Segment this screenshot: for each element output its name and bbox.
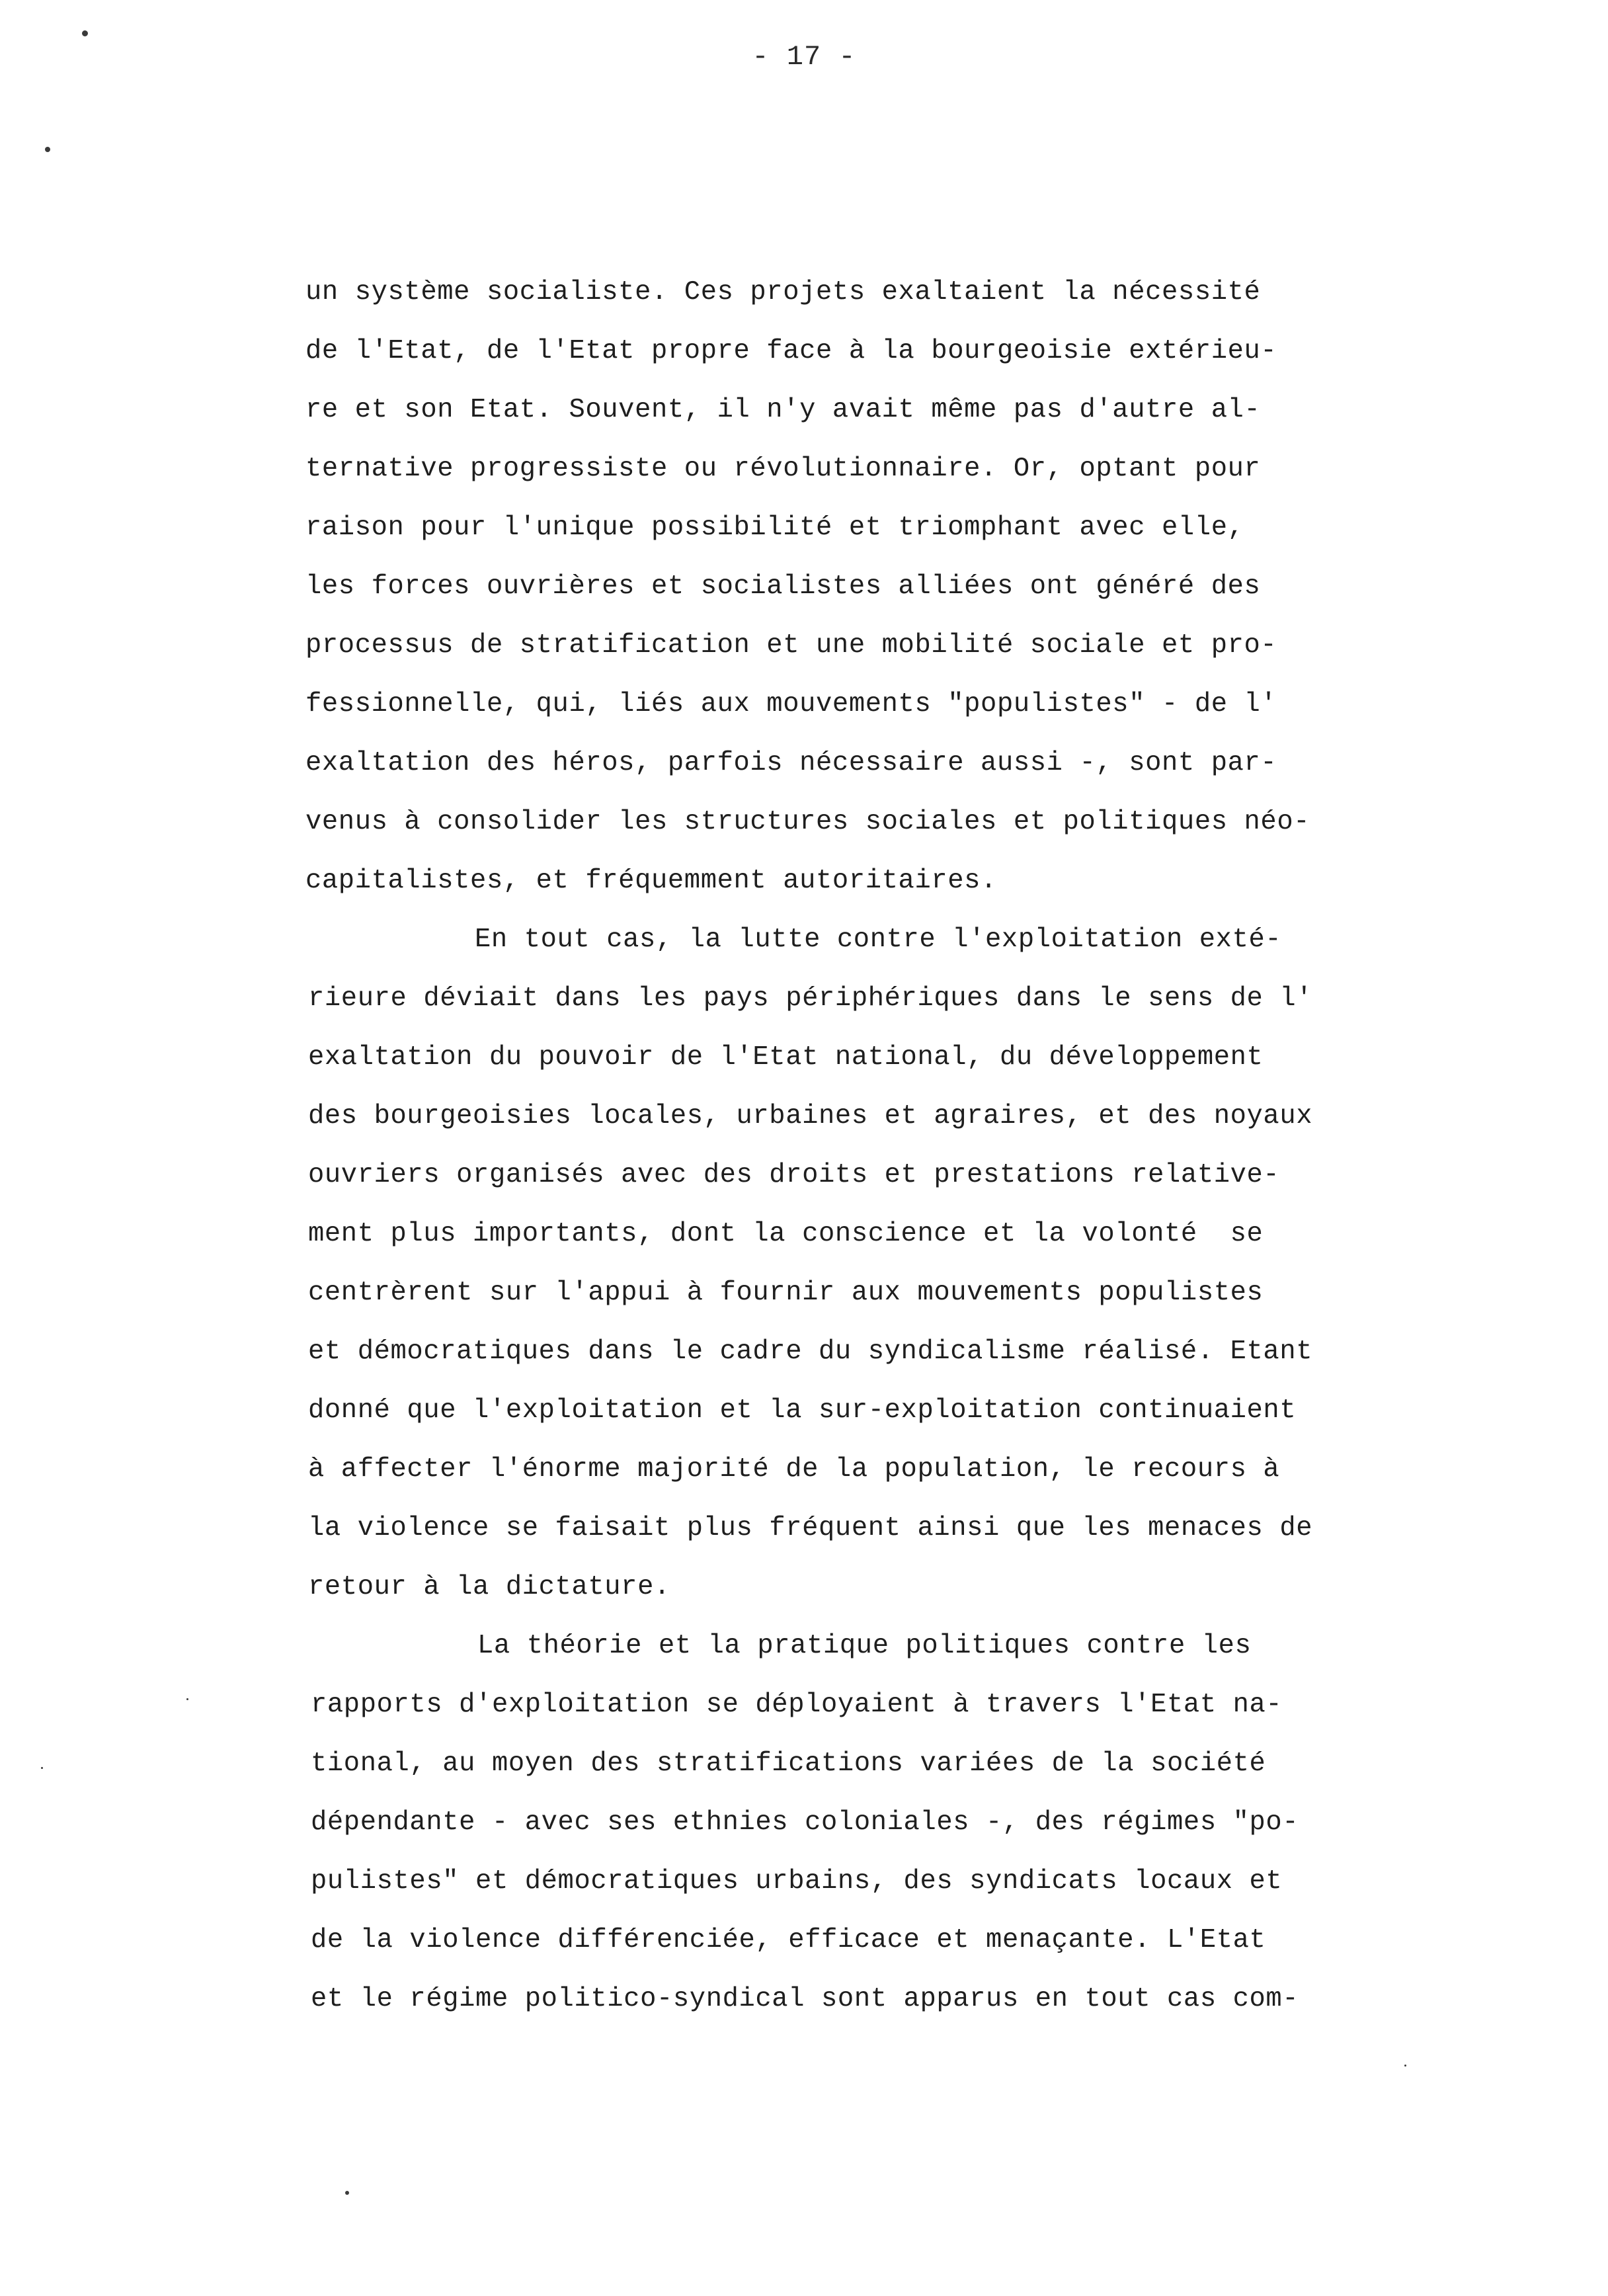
text-line: re et son Etat. Souvent, il n'y avait même pas d'autre al- [305, 395, 1261, 425]
text-line: de la violence différenciée, efficace et menaçante. L'Etat [311, 1925, 1266, 1955]
text-line: pulistes" et démocratiques urbains, des syndicats locaux et [311, 1866, 1283, 1897]
text-line: et le régime politico-syndical sont apparus en tout cas com- [311, 1984, 1299, 2014]
text-line: dépendante - avec ses ethnies coloniales -, des régimes "po- [311, 1807, 1299, 1838]
text-line: centrèrent sur l'appui à fournir aux mouvements populistes [308, 1278, 1264, 1308]
page-number: - 17 - [752, 41, 856, 73]
text-line: exaltation des héros, parfois nécessaire aussi -, sont par- [305, 748, 1277, 778]
text-line: donné que l'exploitation et la sur-exploitation continuaient [308, 1395, 1297, 1426]
text-line: fessionnelle, qui, liés aux mouvements "populistes" - de l' [305, 689, 1277, 719]
text-line: et démocratiques dans le cadre du syndicalisme réalisé. Etant [308, 1336, 1313, 1367]
text-line: rieure déviait dans les pays périphériques dans le sens de l' [308, 983, 1313, 1014]
text-line: ment plus importants, dont la conscience et la volonté se [308, 1219, 1264, 1249]
text-line: ternative progressiste ou révolutionnaire. Or, optant pour [305, 454, 1261, 484]
text-line: les forces ouvrières et socialistes alliées ont généré des [305, 571, 1261, 602]
text-line: exaltation du pouvoir de l'Etat national, du développement [308, 1042, 1264, 1073]
text-line: rapports d'exploitation se déployaient à travers l'Etat na- [311, 1690, 1283, 1720]
text-line: processus de stratification et une mobilité sociale et pro- [305, 630, 1277, 661]
text-line: capitalistes, et fréquemment autoritaires. [305, 866, 997, 896]
text-line: raison pour l'unique possibilité et triomphant avec elle, [305, 512, 1244, 543]
text-line: des bourgeoisies locales, urbaines et agraires, et des noyaux [308, 1101, 1313, 1131]
text-line: un système socialiste. Ces projets exaltaient la nécessité [305, 277, 1261, 308]
text-line: à affecter l'énorme majorité de la population, le recours à [308, 1454, 1280, 1485]
text-line: venus à consolider les structures sociales et politiques néo- [305, 807, 1310, 837]
text-line: de l'Etat, de l'Etat propre face à la bourgeoisie extérieu- [305, 336, 1277, 366]
text-line: La théorie et la pratique politiques contre les [477, 1631, 1252, 1661]
text-line: la violence se faisait plus fréquent ainsi que les menaces de [308, 1513, 1313, 1543]
text-line: retour à la dictature. [308, 1572, 670, 1602]
text-line: ouvriers organisés avec des droits et prestations relative- [308, 1160, 1280, 1190]
text-line: En tout cas, la lutte contre l'exploitation exté- [475, 924, 1282, 955]
text-line: tional, au moyen des stratifications variées de la société [311, 1748, 1266, 1779]
